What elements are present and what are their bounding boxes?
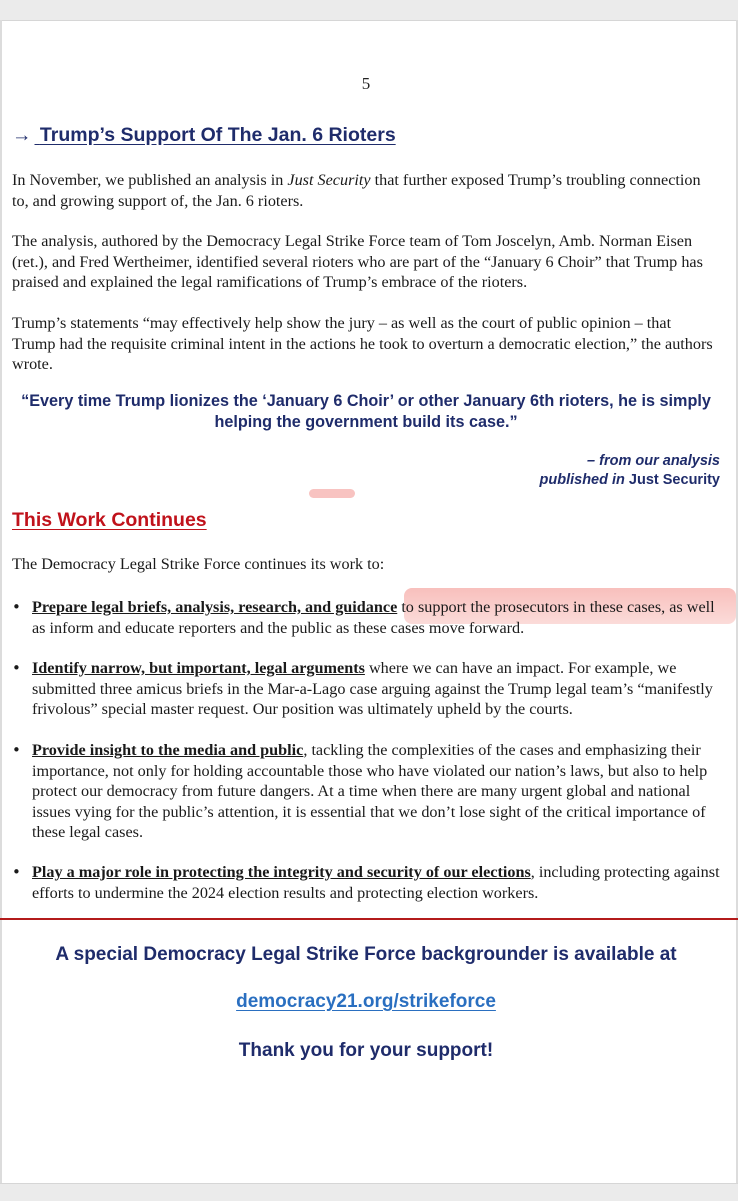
bullet-icon: • — [12, 741, 21, 759]
paragraph-analysis-intro — [12, 170, 718, 211]
thank-you-message: Thank you for your support! — [238, 1040, 494, 1061]
bullet-icon: • — [12, 659, 21, 677]
paragraph-authors: The analysis, authored by the Democracy Legal Strike Force team of Tom Joscelyn, Amb. Norman Eisen (ret.), and Fred Wertheimer, identified several rioters who are part of the “January 6 Choir” that Trump has praised and explained the legal ramifications of Trump’s embrace of the rioters. — [12, 232, 703, 291]
section-title-text: Trump’s Support Of The Jan. 6 Rioters — [39, 124, 396, 146]
list-item-lead: Prepare legal briefs, analysis, research, and guidance — [32, 598, 398, 616]
arrow-icon: → — [12, 124, 32, 146]
list-item — [12, 658, 720, 720]
list-item-text: , tackling the complexities of the cases and emphasizing their importance, not only for holding accountable those who have violated our nation’s laws, but also to help protect our democracy from future dangers. At a time when there are many urgent global and national issues vying for the public’s attention, it is essential that we don’t lose sight of the critical importance of these legal cases. — [32, 741, 708, 841]
backgrounder-callout: A special Democracy Legal Strike Force backgrounder is available at — [55, 944, 677, 965]
divider — [0, 918, 738, 920]
section-title-work-continues: This Work Continues — [12, 509, 207, 531]
list-item — [12, 740, 720, 843]
attribution-line: – from our analysis — [587, 453, 720, 469]
strikeforce-link[interactable]: democracy21.org/strikeforce — [236, 991, 496, 1012]
attribution-source: Just Security — [628, 472, 720, 488]
list-item-body — [32, 740, 720, 843]
viewer-top-bar — [0, 0, 738, 21]
attribution-line — [540, 471, 721, 490]
viewer-bottom-bar — [0, 1183, 738, 1201]
bullet-icon: • — [12, 863, 21, 881]
publication-name: Just Security — [287, 171, 371, 189]
list-item-lead: Play a major role in protecting the integrity and security of our elections — [32, 863, 531, 881]
list-item-body — [32, 862, 720, 903]
list-item-body — [32, 597, 720, 638]
list-item — [12, 862, 720, 903]
list-item-lead: Provide insight to the media and public — [32, 741, 304, 759]
list-item-lead: Identify narrow, but important, legal arguments — [32, 659, 365, 677]
pull-quote: “Every time Trump lionizes the ‘January 6 Choir’ or other January 6th rioters, he is simply helping the government build its case.” — [21, 392, 711, 431]
highlight-mark — [309, 489, 355, 498]
section-title-trump-support — [12, 124, 396, 147]
paragraph-text: In November, we published an analysis in — [12, 171, 288, 189]
paragraph-statements: Trump’s statements “may effectively help show the jury – as well as the court of public opinion – that Trump had the requisite criminal intent in the actions he took to overturn a democratic election,” the authors wrote. — [12, 314, 713, 373]
list-item — [12, 597, 720, 638]
list-item-text: to support the prosecutors in these cases, as well as inform and educate reporters and the public as these cases move forward. — [32, 598, 715, 637]
attribution-italic: published in — [539, 472, 625, 488]
list-item-text: where we can have an impact. For example, we submitted three amicus briefs in the Mar-a-Lago case arguing against the Trump legal team’s “manifestly frivolous” special master request. Our position was ultimately upheld by the courts. — [32, 659, 713, 718]
bullet-icon: • — [12, 598, 21, 616]
quote-attribution — [540, 452, 721, 490]
paragraph-text: that further exposed Trump’s troubling connection to, and growing support of, the Jan. 6 rioters. — [12, 171, 701, 210]
paragraph-continues-intro: The Democracy Legal Strike Force continues its work to: — [12, 555, 385, 573]
page-number: 5 — [361, 74, 371, 93]
list-item-body — [32, 658, 720, 720]
list-item-text: , including protecting against efforts to undermine the 2024 election results and protecting election workers. — [32, 863, 720, 902]
